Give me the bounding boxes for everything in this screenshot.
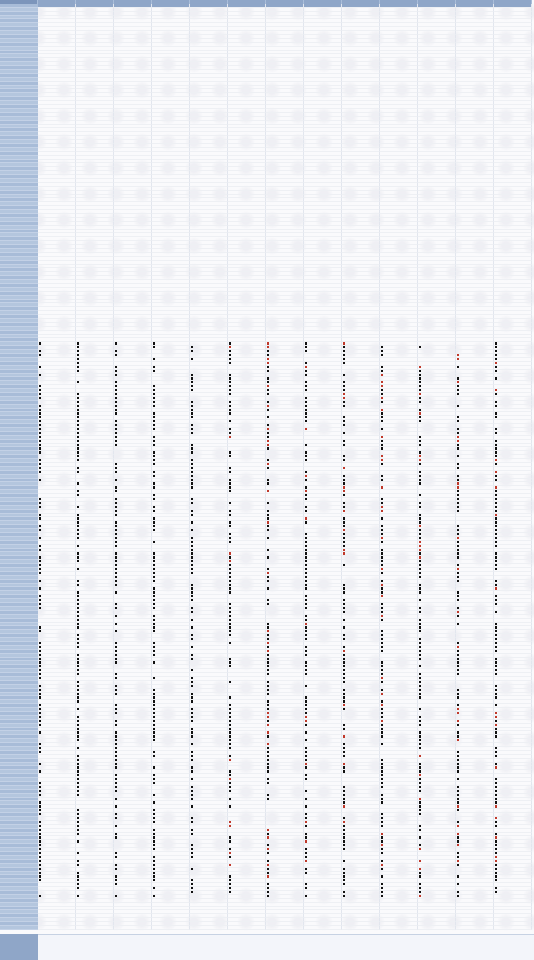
table-cell <box>380 926 418 930</box>
table-cell <box>76 926 114 930</box>
table-cell <box>190 926 228 930</box>
table-cell <box>494 926 532 930</box>
table-cell <box>152 926 190 930</box>
table-cell <box>456 926 494 930</box>
table-cell <box>418 926 456 930</box>
row-label <box>0 926 38 930</box>
table-cell <box>304 926 342 930</box>
table-cell <box>342 926 380 930</box>
table-cell <box>38 926 76 930</box>
legend-label-column <box>0 934 38 960</box>
table-cell <box>266 926 304 930</box>
table-cell <box>114 926 152 930</box>
table-cell <box>228 926 266 930</box>
table-legend <box>38 934 534 960</box>
